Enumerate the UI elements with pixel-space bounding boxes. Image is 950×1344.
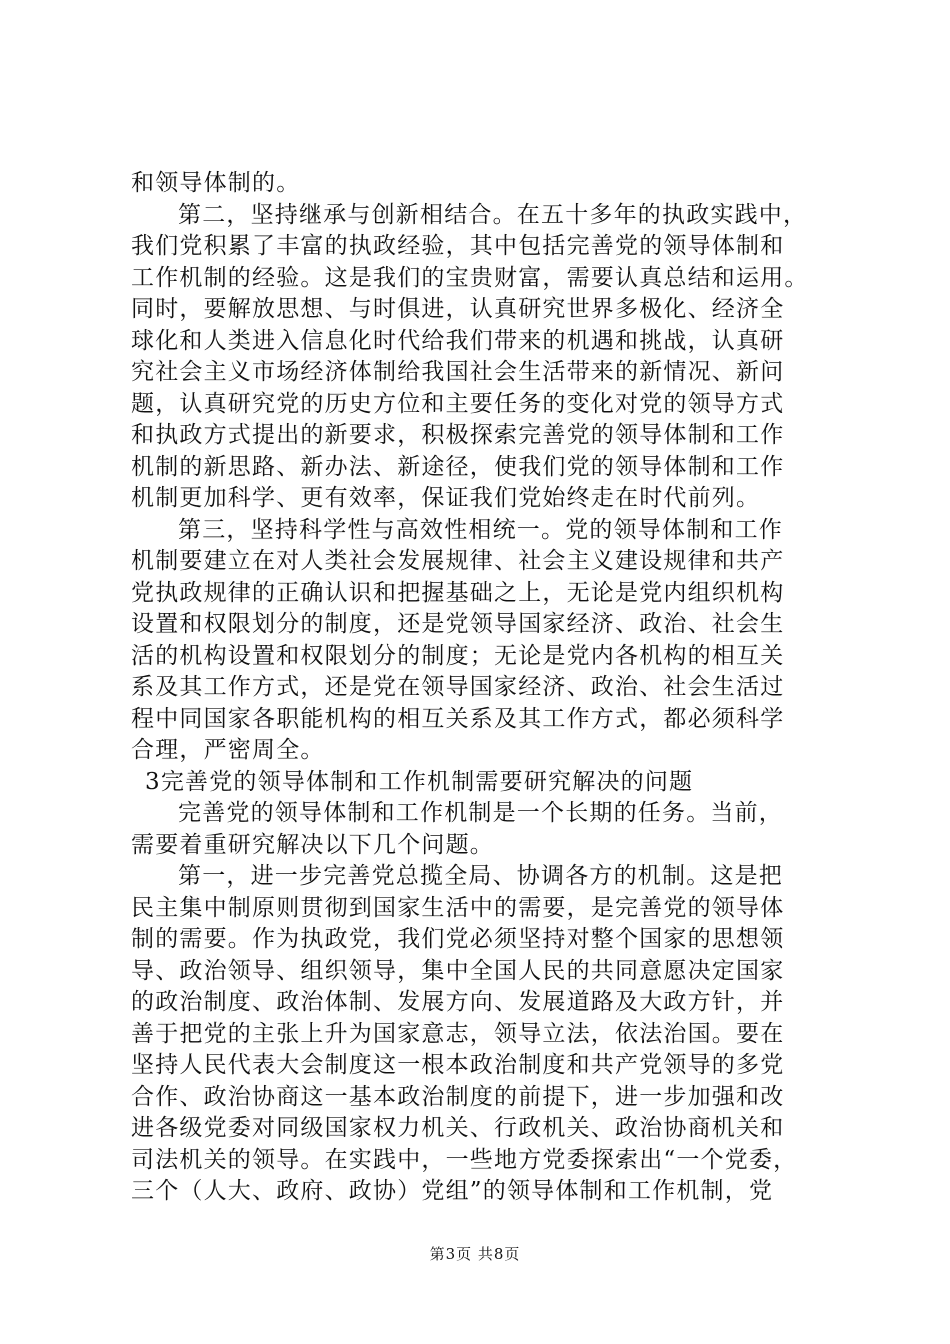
- text-line: 需要着重研究解决以下几个问题。: [131, 831, 494, 858]
- text-line: 机制要建立在对人类社会发展规律、社会主义建设规律和共产: [131, 548, 785, 574]
- text-line: 三个（人大、政府、政协）党组”的领导体制和工作机制，党: [131, 1178, 774, 1204]
- text-line: 司法机关的领导。在实践中，一些地方党委探索出“一个党委，: [131, 1146, 798, 1173]
- text-line: 系及其工作方式，还是党在领导国家经济、政治、社会生活过: [131, 674, 785, 700]
- text-line: 程中同国家各职能机构的相互关系及其工作方式，都必须科学: [131, 705, 785, 732]
- text-line: 我们党积累了丰富的执政经验，其中包括完善党的领导体制和: [131, 233, 785, 259]
- text-line: 和执政方式提出的新要求，积极探索完善党的领导体制和工作: [131, 422, 785, 448]
- text-line: 第三，坚持科学性与高效性相统一。党的领导体制和工作: [178, 516, 783, 543]
- text-line: 活的机构设置和权限划分的制度；无论是党内各机构的相互关: [131, 642, 785, 669]
- text-line: 机制更加科学、更有效率，保证我们党始终走在时代前列。: [131, 485, 761, 511]
- text-line: 民主集中制原则贯彻到国家生活中的需要，是完善党的领导体: [131, 894, 785, 921]
- text-line: 进各级党委对同级国家权力机关、行政机关、政治协商机关和: [131, 1115, 785, 1141]
- text-line: 机制的新思路、新办法、新途径，使我们党的领导体制和工作: [131, 453, 785, 480]
- text-line: 合理，严密周全。: [131, 737, 325, 763]
- text-line: 究社会主义市场经济体制给我国社会生活带来的新情况、新问: [131, 359, 785, 385]
- text-line: 第一，进一步完善党总揽全局、协调各方的机制。这是把: [178, 863, 783, 889]
- document-body: [131, 168, 831, 1208]
- text-line: 坚持人民代表大会制度这一根本政治制度和共产党领导的多党: [131, 1052, 785, 1078]
- text-line: 党执政规律的正确认识和把握基础之上，无论是党内组织机构: [131, 579, 785, 606]
- text-line: 的政治制度、政治体制、发展方向、发展道路及大政方针，并: [131, 989, 785, 1015]
- text-line: 善于把党的主张上升为国家意志，领导立法，依法治国。要在: [131, 1020, 785, 1047]
- text-line: 导、政治领导、组织领导，集中全国人民的共同意愿决定国家: [131, 957, 785, 984]
- text-line: 合作、政治协商这一基本政治制度的前提下，进一步加强和改: [131, 1083, 785, 1110]
- text-line: 完善党的领导体制和工作机制是一个长期的任务。当前，: [178, 800, 783, 826]
- text-line: 球化和人类进入信息化时代给我们带来的机遇和挑战，认真研: [131, 327, 785, 354]
- text-line: 和领导体制的。: [131, 170, 301, 196]
- text-line: 工作机制的经验。这是我们的宝贵财富，需要认真总结和运用。: [131, 264, 809, 291]
- text-line: 题，认真研究党的历史方位和主要任务的变化对党的领导方式: [131, 390, 785, 417]
- text-line: 设置和权限划分的制度，还是党领导国家经济、政治、社会生: [131, 611, 785, 637]
- text-line: 第二，坚持继承与创新相结合。在五十多年的执政实践中，: [178, 201, 808, 228]
- section-heading: 3完善党的领导体制和工作机制需要研究解决的问题: [145, 768, 694, 795]
- page-number-label: 第3页 共8页: [429, 1245, 521, 1263]
- page-footer: [0, 1243, 950, 1264]
- text-line: 同时，要解放思想、与时俱进，认真研究世界多极化、经济全: [131, 296, 785, 322]
- text-line: 制的需要。作为执政党，我们党必须坚持对整个国家的思想领: [131, 926, 785, 952]
